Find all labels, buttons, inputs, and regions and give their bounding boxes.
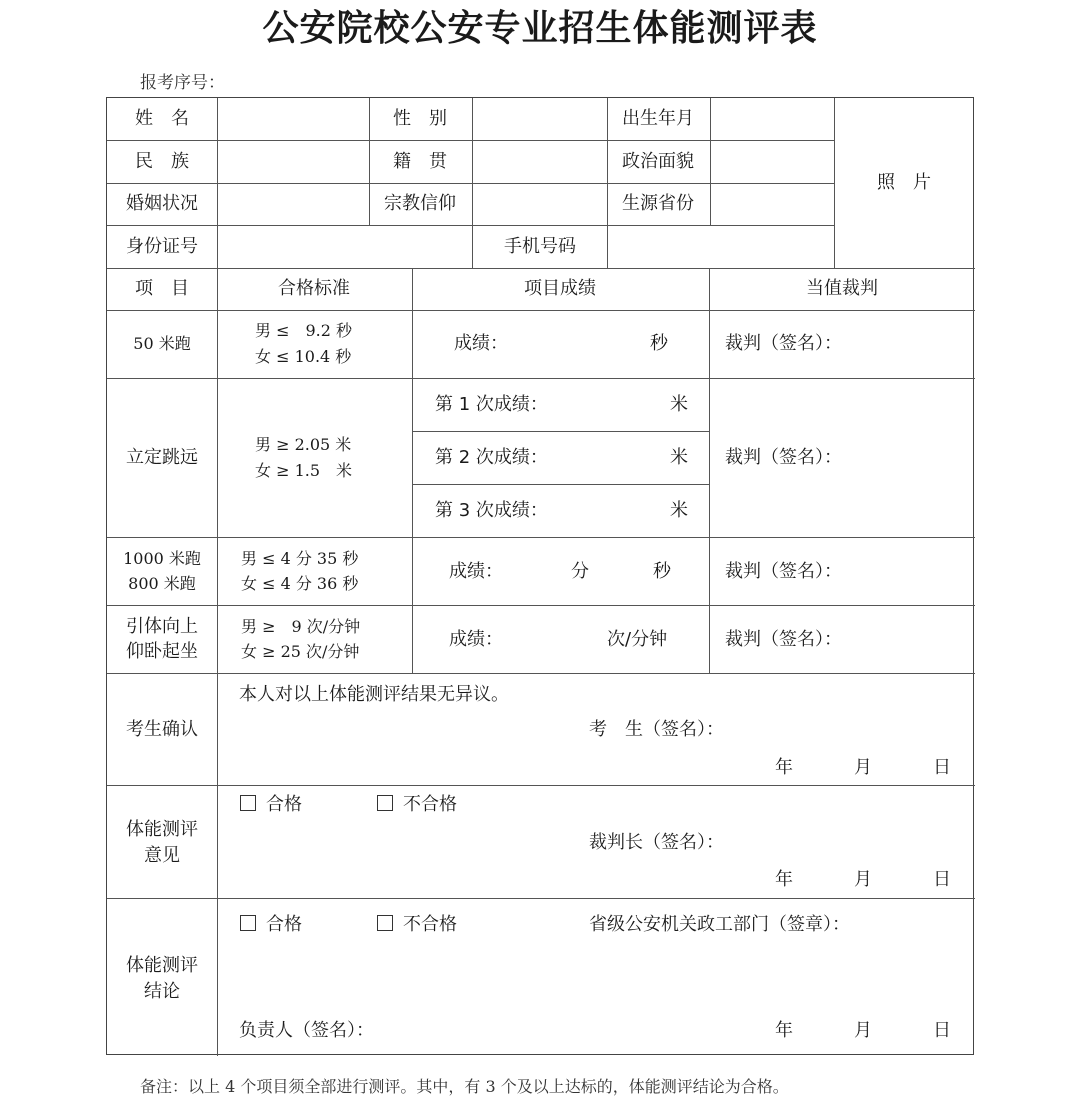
conclusion-label-line1: 体能测评 bbox=[126, 955, 198, 976]
grid-line bbox=[412, 268, 413, 673]
id-number-label: 身份证号 bbox=[126, 236, 198, 257]
long-jump-attempt-1-unit: 米 bbox=[670, 394, 688, 415]
footnote: 备注：以上 4 个项目须全部进行测评。其中，有 3 个及以上达标的，体能测评结论为合格。 bbox=[140, 1077, 789, 1096]
checkbox-icon[interactable] bbox=[377, 915, 393, 931]
examinee-statement: 本人对以上体能测评结果无异议。 bbox=[239, 684, 509, 705]
conclusion-fail-label: 不合格 bbox=[403, 914, 457, 935]
run-1000m-unit-min: 分 bbox=[571, 561, 589, 582]
run-50m-score-label: 成绩： bbox=[454, 333, 508, 354]
run-800m-label: 800 米跑 bbox=[128, 574, 196, 593]
pull-up-score-label: 成绩： bbox=[449, 629, 503, 650]
long-jump-attempt-2-label: 第 2 次成绩： bbox=[435, 447, 548, 468]
phone-number-label: 手机号码 bbox=[504, 236, 576, 257]
standard-header: 合格标准 bbox=[278, 278, 350, 299]
marital-status-label: 婚姻状况 bbox=[126, 193, 198, 214]
opinion-pass-option[interactable] bbox=[240, 793, 302, 817]
grid-line bbox=[472, 225, 473, 268]
score-header: 项目成绩 bbox=[524, 278, 596, 299]
religion-label: 宗教信仰 bbox=[384, 193, 456, 214]
run-800m-standard-female: 女 ≤ 4 分 36 秒 bbox=[241, 574, 359, 593]
opinion-day: 日 bbox=[933, 869, 951, 890]
responsible-person-signature: 负责人（签名）： bbox=[239, 1020, 374, 1041]
grid-line bbox=[217, 98, 218, 1056]
run-1000m-score-label: 成绩： bbox=[449, 561, 503, 582]
run-50m-judge-signature: 裁判（签名）： bbox=[725, 333, 842, 354]
ethnicity-label: 民 族 bbox=[135, 151, 189, 172]
conclusion-label-line2: 结论 bbox=[144, 981, 180, 1002]
pull-up-unit: 次/分钟 bbox=[607, 629, 668, 650]
opinion-fail-option[interactable] bbox=[377, 793, 457, 817]
examinee-confirm-label: 考生确认 bbox=[126, 719, 198, 740]
long-jump-attempt-3-label: 第 3 次成绩： bbox=[435, 500, 548, 521]
long-jump-attempt-1-label: 第 1 次成绩： bbox=[435, 394, 548, 415]
grid-line bbox=[107, 785, 975, 786]
grid-line bbox=[107, 605, 975, 606]
conclusion-fail-option[interactable] bbox=[377, 913, 457, 937]
photo-placeholder: 照 片 bbox=[877, 172, 931, 193]
birth-label: 出生年月 bbox=[622, 108, 694, 129]
run-1000m-label: 1000 米跑 bbox=[123, 549, 201, 568]
checkbox-icon[interactable] bbox=[377, 795, 393, 811]
pull-up-standard-male: 男 ≥ 9 次/分钟 bbox=[241, 617, 361, 636]
pull-up-label: 引体向上 bbox=[126, 616, 198, 637]
pull-up-judge-signature: 裁判（签名）： bbox=[725, 629, 842, 650]
grid-line bbox=[107, 310, 975, 311]
run-1000m-unit-sec: 秒 bbox=[653, 561, 671, 582]
grid-line bbox=[369, 98, 370, 225]
long-jump-judge-signature: 裁判（签名）： bbox=[725, 447, 842, 468]
checkbox-icon[interactable] bbox=[240, 795, 256, 811]
run-1000m-standard-male: 男 ≤ 4 分 35 秒 bbox=[241, 549, 359, 568]
assessment-form bbox=[106, 97, 974, 1055]
confirm-year: 年 bbox=[775, 757, 793, 778]
gender-label: 性 别 bbox=[393, 108, 447, 129]
home-province-label: 生源省份 bbox=[622, 193, 694, 214]
grid-line bbox=[412, 484, 709, 485]
grid-line bbox=[710, 98, 711, 225]
conclusion-year: 年 bbox=[775, 1020, 793, 1041]
run-50m-standard-male: 男 ≤ 9.2 秒 bbox=[255, 321, 353, 340]
opinion-label-line1: 体能测评 bbox=[126, 819, 198, 840]
grid-line bbox=[709, 268, 710, 673]
grid-line bbox=[107, 673, 975, 674]
conclusion-month: 月 bbox=[854, 1020, 872, 1041]
run-50m-label: 50 米跑 bbox=[133, 334, 191, 353]
chief-judge-signature: 裁判长（签名）： bbox=[589, 832, 724, 853]
grid-line bbox=[107, 268, 975, 269]
sit-up-label: 仰卧起坐 bbox=[126, 641, 198, 662]
police-department-seal: 省级公安机关政工部门（签章）： bbox=[589, 914, 850, 935]
native-place-label: 籍 贯 bbox=[393, 151, 447, 172]
grid-line bbox=[412, 431, 709, 432]
grid-line bbox=[834, 98, 835, 268]
opinion-label-line2: 意见 bbox=[144, 845, 180, 866]
item-header: 项 目 bbox=[135, 278, 189, 299]
run-50m-unit: 秒 bbox=[650, 333, 668, 354]
long-jump-label: 立定跳远 bbox=[126, 447, 198, 468]
grid-line bbox=[107, 378, 975, 379]
opinion-month: 月 bbox=[854, 869, 872, 890]
long-jump-standard-female: 女 ≥ 1.5 米 bbox=[255, 461, 353, 480]
examinee-signature: 考 生（签名）： bbox=[589, 719, 724, 740]
sit-up-standard-female: 女 ≥ 25 次/分钟 bbox=[241, 642, 360, 661]
run-50m-standard-female: 女 ≤ 10.4 秒 bbox=[255, 347, 352, 366]
conclusion-pass-label: 合格 bbox=[266, 914, 302, 935]
confirm-day: 日 bbox=[933, 757, 951, 778]
checkbox-icon[interactable] bbox=[240, 915, 256, 931]
grid-line bbox=[607, 98, 608, 268]
grid-line bbox=[107, 898, 975, 899]
conclusion-day: 日 bbox=[933, 1020, 951, 1041]
opinion-pass-label: 合格 bbox=[266, 794, 302, 815]
judge-header: 当值裁判 bbox=[806, 278, 878, 299]
confirm-month: 月 bbox=[854, 757, 872, 778]
name-label: 姓 名 bbox=[135, 108, 189, 129]
opinion-year: 年 bbox=[775, 869, 793, 890]
opinion-fail-label: 不合格 bbox=[403, 794, 457, 815]
long-jump-standard-male: 男 ≥ 2.05 米 bbox=[255, 435, 352, 454]
grid-line bbox=[107, 537, 975, 538]
grid-line bbox=[472, 98, 473, 225]
long-jump-attempt-3-unit: 米 bbox=[670, 500, 688, 521]
run-1000m-judge-signature: 裁判（签名）： bbox=[725, 561, 842, 582]
conclusion-pass-option[interactable] bbox=[240, 913, 302, 937]
long-jump-attempt-2-unit: 米 bbox=[670, 447, 688, 468]
political-status-label: 政治面貌 bbox=[622, 151, 694, 172]
page-title: 公安院校公安专业招生体能测评表 bbox=[262, 7, 818, 49]
serial-number-label: 报考序号： bbox=[140, 73, 225, 93]
